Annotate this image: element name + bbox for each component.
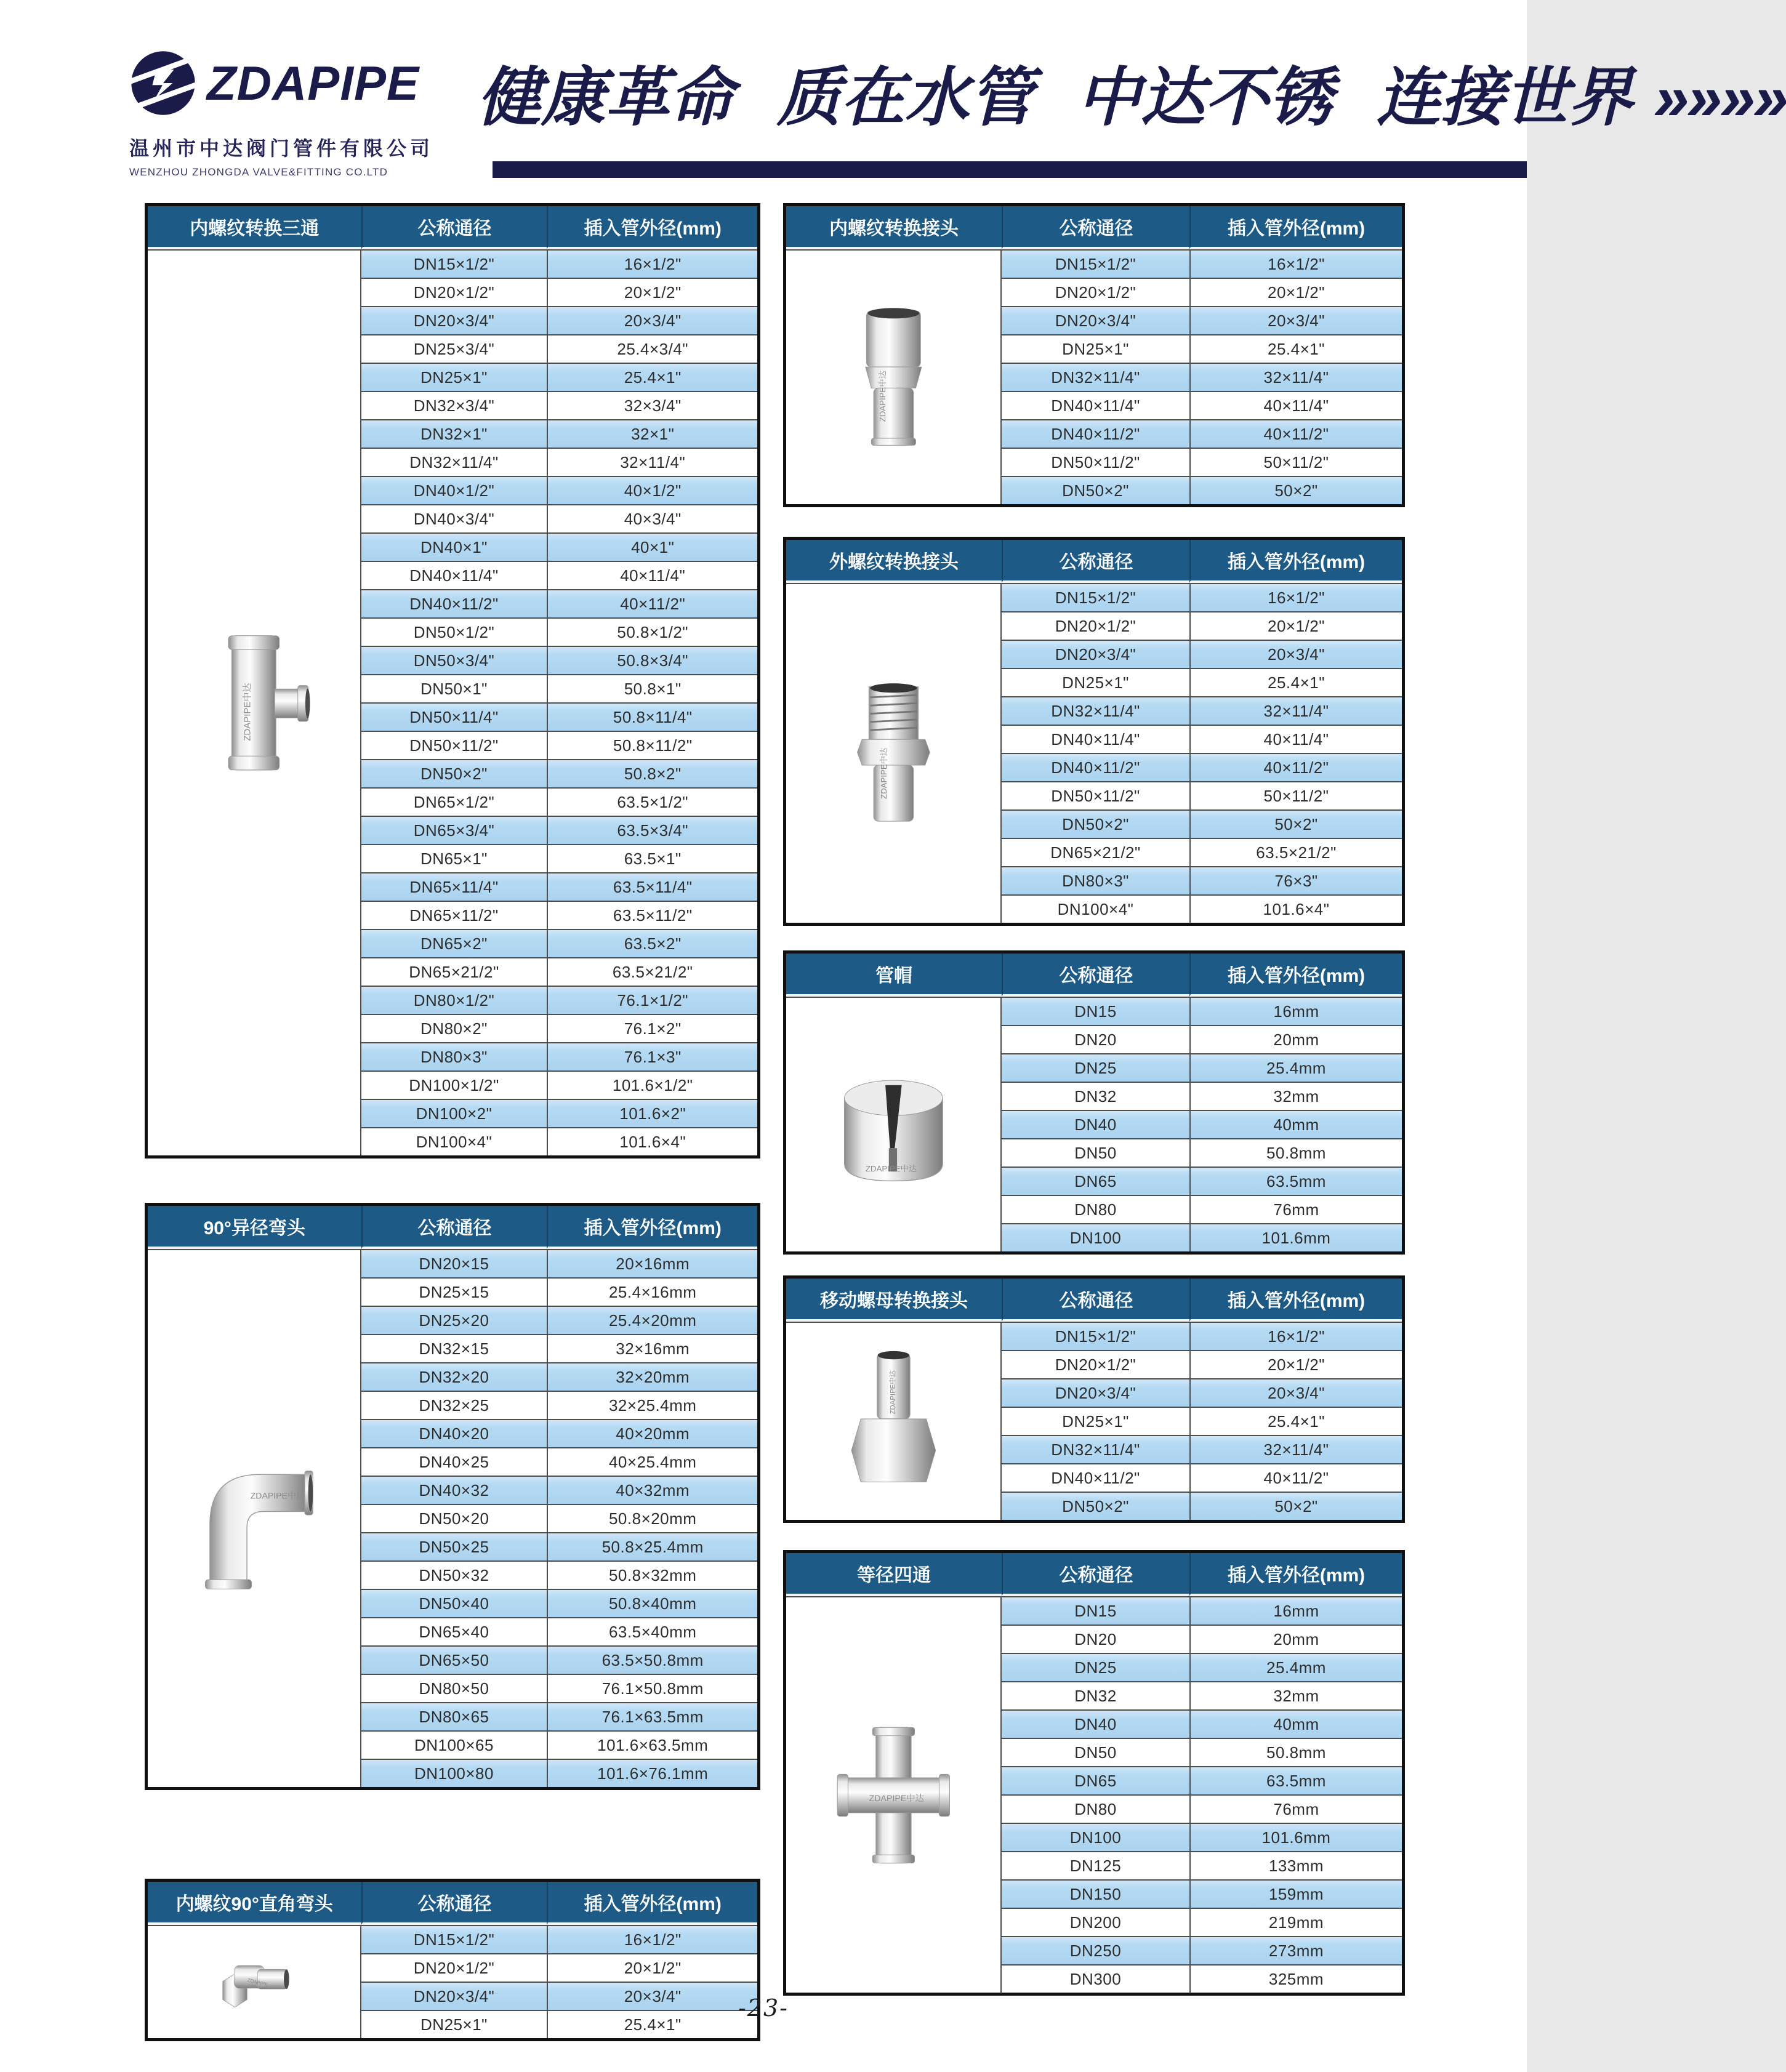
cell-size: DN50 <box>1002 1738 1189 1766</box>
cell-od: 50.8×20mm <box>547 1504 757 1532</box>
cell-size: DN20×3/4" <box>1002 306 1189 334</box>
cell-od: 76mm <box>1189 1195 1402 1223</box>
cell-od: 32×16mm <box>547 1334 757 1362</box>
col-header-od: 插入管外径(mm) <box>1189 954 1402 997</box>
cell-size: DN15×1/2" <box>1002 1322 1189 1350</box>
table-title: 等径四通 <box>786 1553 1002 1596</box>
cell-od: 20×1/2" <box>1189 1350 1402 1378</box>
cell-od: 50.8mm <box>1189 1738 1402 1766</box>
cell-od: 273mm <box>1189 1936 1402 1964</box>
cell-size: DN50 <box>1002 1138 1189 1167</box>
svg-text:ZDAPIPE中达: ZDAPIPE中达 <box>250 1491 305 1501</box>
cell-od: 63.5mm <box>1189 1766 1402 1794</box>
cell-size: DN100 <box>1002 1823 1189 1851</box>
cell-size: DN50×11/4" <box>361 702 547 731</box>
cell-od: 40×3/4" <box>547 504 757 532</box>
cell-size: DN50×32 <box>361 1560 547 1589</box>
cell-od: 40mm <box>1189 1709 1402 1738</box>
cell-size: DN40×11/4" <box>1002 725 1189 753</box>
svg-text:ZDAPIPE中达: ZDAPIPE中达 <box>879 747 888 800</box>
col-header-size: 公称通径 <box>361 1882 547 1925</box>
cell-size: DN65 <box>1002 1167 1189 1195</box>
cell-od: 25.4×20mm <box>547 1306 757 1334</box>
cell-size: DN65×11/2" <box>361 901 547 929</box>
table-title: 90°异径弯头 <box>148 1206 361 1249</box>
cell-size: DN20×1/2" <box>1002 278 1189 306</box>
cell-size: DN65×21/2" <box>1002 838 1189 866</box>
cell-size: DN100×2" <box>361 1099 547 1127</box>
cell-size: DN20×3/4" <box>361 1982 547 2010</box>
table-90deg-reducing-elbow <box>145 1203 760 1790</box>
table-male-thread-adapter <box>783 537 1405 926</box>
col-header-size: 公称通径 <box>1002 954 1189 997</box>
cell-od: 101.6mm <box>1189 1223 1402 1251</box>
cell-od: 50×2" <box>1189 476 1402 504</box>
cell-size: DN40×11/4" <box>361 561 547 589</box>
table-female-thread-adapter <box>783 203 1405 507</box>
col-header-size: 公称通径 <box>361 206 547 249</box>
cell-size: DN20×1/2" <box>1002 611 1189 640</box>
cell-od: 76.1×1/2" <box>547 986 757 1014</box>
cell-size: DN32×1" <box>361 419 547 448</box>
cell-size: DN20 <box>1002 1624 1189 1653</box>
cell-size: DN20×1/2" <box>361 1953 547 1982</box>
cell-od: 76.1×63.5mm <box>547 1702 757 1730</box>
cell-size: DN32 <box>1002 1082 1189 1110</box>
product-image-socket-adapter <box>786 249 1002 504</box>
cell-od: 40×11/4" <box>1189 391 1402 419</box>
cell-size: DN40×11/2" <box>1002 419 1189 448</box>
cell-size: DN80×50 <box>361 1674 547 1702</box>
cell-size: DN15×1/2" <box>1002 583 1189 611</box>
cell-size: DN65×2" <box>361 929 547 957</box>
cell-size: DN80 <box>1002 1794 1189 1823</box>
cell-od: 63.5×1/2" <box>547 787 757 816</box>
table-loose-nut-adapter <box>783 1275 1405 1523</box>
cell-size: DN25×1" <box>1002 668 1189 696</box>
cell-od: 25.4×1" <box>547 363 757 391</box>
company-name-en: WENZHOU ZHONGDA VALVE&FITTING CO.LTD <box>129 166 388 178</box>
slogan <box>477 46 1786 138</box>
cell-od: 40×20mm <box>547 1419 757 1447</box>
cell-od: 32×11/4" <box>547 448 757 476</box>
cell-size: DN20×1/2" <box>1002 1350 1189 1378</box>
table-title: 内螺纹90°直角弯头 <box>148 1882 361 1925</box>
cell-size: DN15×1/2" <box>361 1925 547 1953</box>
cell-od: 63.5×2" <box>547 929 757 957</box>
col-header-size: 公称通径 <box>1002 540 1189 583</box>
cell-size: DN200 <box>1002 1908 1189 1936</box>
cell-od: 76.1×3" <box>547 1042 757 1070</box>
cell-size: DN100×80 <box>361 1759 547 1787</box>
cell-size: DN40 <box>1002 1709 1189 1738</box>
cell-size: DN32×11/4" <box>361 448 547 476</box>
cell-od: 32×25.4mm <box>547 1391 757 1419</box>
table-title: 内螺纹转换接头 <box>786 206 1002 249</box>
cell-od: 25.4mm <box>1189 1053 1402 1082</box>
cell-od: 50.8×3/4" <box>547 646 757 674</box>
col-header-size: 公称通径 <box>1002 1553 1189 1596</box>
cell-od: 16×1/2" <box>1189 249 1402 278</box>
cell-size: DN40×1" <box>361 532 547 561</box>
cell-size: DN25×1" <box>1002 334 1189 363</box>
cell-size: DN250 <box>1002 1936 1189 1964</box>
cell-size: DN100×65 <box>361 1730 547 1759</box>
cell-od: 40mm <box>1189 1110 1402 1138</box>
logo-text: ZDAPIPE <box>207 55 420 110</box>
cell-od: 40×11/2" <box>1189 419 1402 448</box>
cell-od: 101.6×1/2" <box>547 1070 757 1099</box>
product-image-male-adapter <box>786 583 1002 923</box>
col-header-od: 插入管外径(mm) <box>547 1882 757 1925</box>
cell-od: 63.5×21/2" <box>1189 838 1402 866</box>
cell-od: 40×11/2" <box>1189 753 1402 781</box>
cell-size: DN40×25 <box>361 1447 547 1476</box>
cell-od: 63.5mm <box>1189 1167 1402 1195</box>
cell-size: DN65×50 <box>361 1645 547 1674</box>
product-image-tee <box>148 249 361 1155</box>
col-header-od: 插入管外径(mm) <box>1189 206 1402 249</box>
cell-size: DN15×1/2" <box>1002 249 1189 278</box>
cell-od: 25.4×16mm <box>547 1277 757 1306</box>
cell-size: DN50×2" <box>1002 476 1189 504</box>
cell-size: DN80×2" <box>361 1014 547 1042</box>
svg-text:ZDAPIPE中达: ZDAPIPE中达 <box>865 1163 917 1173</box>
cell-size: DN25×15 <box>361 1277 547 1306</box>
cell-od: 50.8×2" <box>547 759 757 787</box>
cell-size: DN50×2" <box>1002 1492 1189 1520</box>
cell-od: 40×11/2" <box>547 589 757 617</box>
cell-od: 20mm <box>1189 1624 1402 1653</box>
col-header-od: 插入管外径(mm) <box>1189 1553 1402 1596</box>
product-image-elbow <box>148 1249 361 1787</box>
cell-od: 63.5×11/2" <box>547 901 757 929</box>
svg-text:ZDAPIPE中达: ZDAPIPE中达 <box>869 1793 924 1804</box>
cell-size: DN80×65 <box>361 1702 547 1730</box>
cell-od: 20×3/4" <box>1189 640 1402 668</box>
cell-od: 25.4×1" <box>547 2010 757 2038</box>
table-title: 移动螺母转换接头 <box>786 1279 1002 1322</box>
cell-od: 20×1/2" <box>1189 278 1402 306</box>
page-number: -23- <box>738 1994 789 2022</box>
cell-od: 50×11/2" <box>1189 448 1402 476</box>
cell-od: 20×3/4" <box>1189 306 1402 334</box>
cell-od: 20×1/2" <box>547 278 757 306</box>
cell-od: 76mm <box>1189 1794 1402 1823</box>
cell-od: 63.5×40mm <box>547 1617 757 1645</box>
cell-od: 16×1/2" <box>547 1925 757 1953</box>
cell-od: 63.5×50.8mm <box>547 1645 757 1674</box>
right-column <box>783 203 1405 1996</box>
company-name-cn: 温州市中达阀门管件有限公司 <box>129 137 434 159</box>
cell-size: DN50×2" <box>361 759 547 787</box>
table-title: 内螺纹转换三通 <box>148 206 361 249</box>
cell-size: DN65 <box>1002 1766 1189 1794</box>
chevrons-icon: »»»» <box>1653 62 1786 134</box>
cell-od: 50.8×25.4mm <box>547 1532 757 1560</box>
cell-size: DN25×1" <box>361 2010 547 2038</box>
cell-od: 25.4mm <box>1189 1653 1402 1681</box>
cell-od: 50.8×40mm <box>547 1589 757 1617</box>
cell-size: DN50×20 <box>361 1504 547 1532</box>
slogan-underline-bar <box>493 161 1527 178</box>
cell-od: 50×2" <box>1189 809 1402 838</box>
col-header-size: 公称通径 <box>361 1206 547 1249</box>
slogan-text: 健康革命 质在水管 中达不锈 连接世界 <box>477 62 1633 134</box>
cell-od: 101.6×4" <box>1189 894 1402 923</box>
cell-size: DN40 <box>1002 1110 1189 1138</box>
cell-size: DN80×3" <box>1002 866 1189 894</box>
cell-od: 16mm <box>1189 1596 1402 1624</box>
cell-size: DN20×3/4" <box>1002 640 1189 668</box>
cell-size: DN32 <box>1002 1681 1189 1709</box>
cell-size: DN100×4" <box>361 1127 547 1155</box>
table-female-thread-reducing-tee <box>145 203 760 1158</box>
left-column <box>145 203 760 2041</box>
cell-od: 50.8×11/4" <box>547 702 757 731</box>
cell-od: 101.6×2" <box>547 1099 757 1127</box>
cell-od: 50.8×32mm <box>547 1560 757 1589</box>
cell-size: DN40×11/2" <box>1002 753 1189 781</box>
cell-size: DN32×11/4" <box>1002 363 1189 391</box>
cell-size: DN32×25 <box>361 1391 547 1419</box>
cell-size: DN125 <box>1002 1851 1189 1879</box>
col-header-od: 插入管外径(mm) <box>1189 540 1402 583</box>
table-pipe-cap <box>783 950 1405 1255</box>
table-equal-cross <box>783 1550 1405 1996</box>
cell-size: DN40×11/2" <box>361 589 547 617</box>
cell-size: DN25×1" <box>361 363 547 391</box>
cell-od: 76×3" <box>1189 866 1402 894</box>
svg-text:ZDAPIPE中达: ZDAPIPE中达 <box>877 370 887 422</box>
cell-od: 101.6mm <box>1189 1823 1402 1851</box>
cell-od: 101.6×76.1mm <box>547 1759 757 1787</box>
cell-od: 76.1×50.8mm <box>547 1674 757 1702</box>
cell-size: DN65×11/4" <box>361 872 547 901</box>
cell-size: DN32×3/4" <box>361 391 547 419</box>
cell-size: DN65×21/2" <box>361 957 547 986</box>
cell-size: DN300 <box>1002 1964 1189 1993</box>
cell-od: 20×16mm <box>547 1249 757 1277</box>
cell-od: 32×20mm <box>547 1362 757 1391</box>
cell-od: 50×2" <box>1189 1492 1402 1520</box>
cell-size: DN20×3/4" <box>1002 1378 1189 1407</box>
cell-od: 133mm <box>1189 1851 1402 1879</box>
cell-od: 40×32mm <box>547 1476 757 1504</box>
col-header-od: 插入管外径(mm) <box>547 206 757 249</box>
cell-od: 25.4×1" <box>1189 1407 1402 1435</box>
cell-size: DN50×1/2" <box>361 617 547 646</box>
cell-od: 32×3/4" <box>547 391 757 419</box>
cell-size: DN32×20 <box>361 1362 547 1391</box>
cell-od: 40×1/2" <box>547 476 757 504</box>
cell-size: DN25 <box>1002 1653 1189 1681</box>
cell-size: DN25×1" <box>1002 1407 1189 1435</box>
cell-od: 101.6×4" <box>547 1127 757 1155</box>
cell-od: 50.8×1/2" <box>547 617 757 646</box>
cell-od: 76.1×2" <box>547 1014 757 1042</box>
cell-size: DN15 <box>1002 1596 1189 1624</box>
cell-od: 20×3/4" <box>1189 1378 1402 1407</box>
col-header-od: 插入管外径(mm) <box>547 1206 757 1249</box>
cell-size: DN15×1/2" <box>361 249 547 278</box>
cell-od: 20×3/4" <box>547 306 757 334</box>
cell-od: 50.8mm <box>1189 1138 1402 1167</box>
cell-size: DN25 <box>1002 1053 1189 1082</box>
cell-size: DN50×3/4" <box>361 646 547 674</box>
cell-size: DN65×40 <box>361 1617 547 1645</box>
cell-od: 32×11/4" <box>1189 363 1402 391</box>
cell-od: 20mm <box>1189 1025 1402 1053</box>
cell-size: DN40×1/2" <box>361 476 547 504</box>
product-image-cap <box>786 997 1002 1251</box>
cell-size: DN20 <box>1002 1025 1189 1053</box>
col-header-size: 公称通径 <box>1002 1279 1189 1322</box>
cell-size: DN32×11/4" <box>1002 1435 1189 1463</box>
cell-size: DN100×4" <box>1002 894 1189 923</box>
cell-size: DN50×25 <box>361 1532 547 1560</box>
cell-od: 40×11/4" <box>1189 725 1402 753</box>
cell-size: DN100×1/2" <box>361 1070 547 1099</box>
cell-size: DN50×11/2" <box>1002 448 1189 476</box>
cell-od: 20×1/2" <box>1189 611 1402 640</box>
col-header-od: 插入管外径(mm) <box>1189 1279 1402 1322</box>
cell-od: 50.8×1" <box>547 674 757 702</box>
cell-size: DN40×20 <box>361 1419 547 1447</box>
cell-od: 159mm <box>1189 1879 1402 1908</box>
svg-text:ZDAPIPE中达: ZDAPIPE中达 <box>242 683 253 742</box>
cell-od: 40×25.4mm <box>547 1447 757 1476</box>
cell-od: 32×1" <box>547 419 757 448</box>
cell-size: DN40×3/4" <box>361 504 547 532</box>
cell-od: 63.5×3/4" <box>547 816 757 844</box>
cell-size: DN50×11/2" <box>1002 781 1189 809</box>
cell-od: 219mm <box>1189 1908 1402 1936</box>
cell-od: 40×1" <box>547 532 757 561</box>
cell-od: 101.6×63.5mm <box>547 1730 757 1759</box>
cell-size: DN20×15 <box>361 1249 547 1277</box>
cell-size: DN25×20 <box>361 1306 547 1334</box>
cell-od: 25.4×1" <box>1189 668 1402 696</box>
cell-od: 20×3/4" <box>547 1982 757 2010</box>
cell-size: DN40×11/2" <box>1002 1463 1189 1492</box>
cell-od: 32×11/4" <box>1189 1435 1402 1463</box>
cell-size: DN150 <box>1002 1879 1189 1908</box>
product-image-cross <box>786 1596 1002 1993</box>
cell-od: 32mm <box>1189 1681 1402 1709</box>
table-title: 管帽 <box>786 954 1002 997</box>
cell-od: 325mm <box>1189 1964 1402 1993</box>
product-image-nut-adapter <box>786 1322 1002 1520</box>
cell-size: DN80×3" <box>361 1042 547 1070</box>
cell-od: 32×11/4" <box>1189 696 1402 725</box>
cell-od: 63.5×1" <box>547 844 757 872</box>
cell-size: DN40×32 <box>361 1476 547 1504</box>
cell-size: DN80×1/2" <box>361 986 547 1014</box>
cell-size: DN32×11/4" <box>1002 696 1189 725</box>
cell-size: DN15 <box>1002 997 1189 1025</box>
cell-size: DN80 <box>1002 1195 1189 1223</box>
cell-od: 32mm <box>1189 1082 1402 1110</box>
cell-size: DN20×1/2" <box>361 278 547 306</box>
cell-size: DN50×11/2" <box>361 731 547 759</box>
cell-od: 63.5×11/4" <box>547 872 757 901</box>
cell-od: 16×1/2" <box>1189 583 1402 611</box>
cell-size: DN65×1/2" <box>361 787 547 816</box>
cell-od: 16×1/2" <box>547 249 757 278</box>
cell-size: DN65×3/4" <box>361 816 547 844</box>
cell-od: 40×11/2" <box>1189 1463 1402 1492</box>
cell-size: DN100 <box>1002 1223 1189 1251</box>
cell-size: DN32×15 <box>361 1334 547 1362</box>
cell-size: DN50×1" <box>361 674 547 702</box>
cell-size: DN50×2" <box>1002 809 1189 838</box>
cell-od: 50.8×11/2" <box>547 731 757 759</box>
cell-od: 16mm <box>1189 997 1402 1025</box>
cell-od: 16×1/2" <box>1189 1322 1402 1350</box>
cell-od: 20×1/2" <box>547 1953 757 1982</box>
cell-od: 25.4×1" <box>1189 334 1402 363</box>
cell-size: DN40×11/4" <box>1002 391 1189 419</box>
cell-od: 40×11/4" <box>547 561 757 589</box>
svg-text:ZDAPIPE: ZDAPIPE <box>246 1977 269 1988</box>
cell-od: 50×11/2" <box>1189 781 1402 809</box>
svg-text:ZDAPIPE中达: ZDAPIPE中达 <box>888 1370 896 1415</box>
cell-size: DN65×1" <box>361 844 547 872</box>
cell-size: DN25×3/4" <box>361 334 547 363</box>
cell-size: DN20×3/4" <box>361 306 547 334</box>
brand-block <box>129 49 434 179</box>
cell-od: 63.5×21/2" <box>547 957 757 986</box>
cell-od: 25.4×3/4" <box>547 334 757 363</box>
col-header-size: 公称通径 <box>1002 206 1189 249</box>
table-title: 外螺纹转换接头 <box>786 540 1002 583</box>
zdapipe-logo-icon <box>129 49 197 117</box>
cell-size: DN50×40 <box>361 1589 547 1617</box>
